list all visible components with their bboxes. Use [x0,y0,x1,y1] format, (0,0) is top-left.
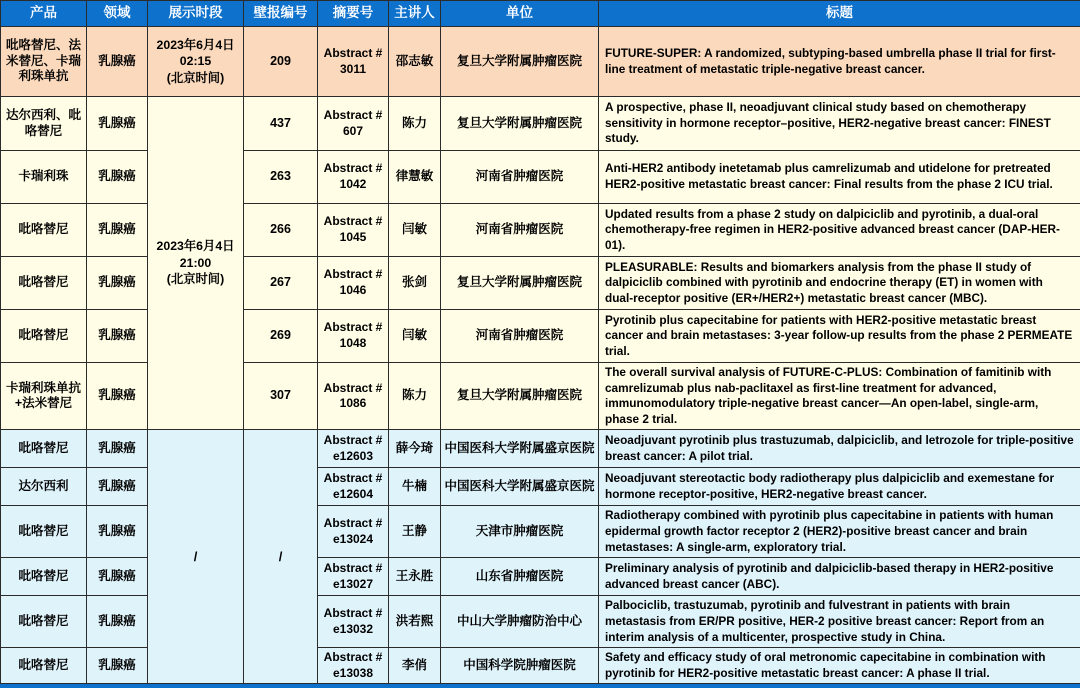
cell-speaker: 李俏 [389,648,441,684]
col-header-time: 展示时段 [148,1,244,27]
cell-title: Updated results from a phase 2 study on dalpiciclib and pyrotinib, a dual-oral chemotherapy-free regimen in HER2-positive advanced breast cancer (DAP-HER-01). [599,204,1080,257]
cell-time-merged: / [148,430,244,684]
col-header-unit: 单位 [441,1,599,27]
cell-abstract [318,558,389,596]
abstract-number: 3011 [320,62,386,78]
time-zone: (北京时间) [150,271,241,288]
cell-abstract [318,648,389,684]
cell-abstract [318,257,389,310]
table-row [1,97,1080,151]
cell-poster-merged: / [244,430,318,684]
cell-unit: 中山大学肿瘤防治中心 [441,596,599,648]
cell-abstract [318,506,389,558]
cell-speaker: 邵志敏 [389,27,441,97]
cell-abstract [318,430,389,468]
cell-poster: 307 [244,363,318,430]
cell-field: 乳腺癌 [87,151,148,204]
cell-product: 吡咯替尼 [1,596,87,648]
cell-title: FUTURE-SUPER: A randomized, subtyping-based umbrella phase II trial for first-line treatment of metastatic triple-negative breast cancer. [599,27,1080,97]
cell-abstract [318,27,389,97]
cell-product: 吡咯替尼 [1,257,87,310]
cell-field: 乳腺癌 [87,648,148,684]
cell-product: 吡咯替尼 [1,648,87,684]
cell-field: 乳腺癌 [87,596,148,648]
abstract-prefix: Abstract # [320,46,386,62]
cell-field: 乳腺癌 [87,558,148,596]
cell-abstract [318,596,389,648]
abstract-number: 1048 [320,336,386,352]
cell-product: 卡瑞利珠 [1,151,87,204]
cell-abstract [318,310,389,363]
cell-title: Pyrotinib plus capecitabine for patients with HER2-positive metastatic breast cancer and brain metastases: 3-year follow-up results from the phase 2 PERMEATE trial. [599,310,1080,363]
cell-field: 乳腺癌 [87,468,148,506]
cell-field: 乳腺癌 [87,506,148,558]
time-date: 2023年6月4日 [150,238,241,255]
cell-abstract [318,468,389,506]
cell-unit: 复旦大学附属肿瘤医院 [441,363,599,430]
cell-field: 乳腺癌 [87,204,148,257]
cell-field: 乳腺癌 [87,27,148,97]
cell-abstract [318,97,389,151]
cell-poster: 269 [244,310,318,363]
abstract-number: e13032 [320,622,386,638]
cell-field: 乳腺癌 [87,363,148,430]
col-header-poster-no: 壁报编号 [244,1,318,27]
cell-speaker: 闫敏 [389,204,441,257]
abstract-number: e12604 [320,487,386,503]
col-header-title: 标题 [599,1,1080,27]
cell-unit: 河南省肿瘤医院 [441,310,599,363]
bottom-accent-bar [0,684,1080,688]
cell-product: 吡咯替尼 [1,430,87,468]
time-date: 2023年6月4日 [150,37,241,54]
cell-time [148,27,244,97]
col-header-field: 领域 [87,1,148,27]
abstract-prefix: Abstract # [320,320,386,336]
time-hour: 02:15 [150,53,241,70]
abstract-prefix: Abstract # [320,561,386,577]
cell-product: 吡咯替尼 [1,310,87,363]
cell-title: Neoadjuvant stereotactic body radiotherapy plus dalpiciclib and exemestane for hormone receptor-positive, HER2-negative breast cancer. [599,468,1080,506]
cell-unit: 复旦大学附属肿瘤医院 [441,257,599,310]
table-row [1,27,1080,97]
abstract-prefix: Abstract # [320,267,386,283]
cell-product: 达尔西利 [1,468,87,506]
cell-speaker: 闫敏 [389,310,441,363]
col-header-product: 产品 [1,1,87,27]
cell-product: 达尔西利、吡咯替尼 [1,97,87,151]
abstract-prefix: Abstract # [320,433,386,449]
cell-poster: 263 [244,151,318,204]
cell-speaker: 张剑 [389,257,441,310]
abstract-prefix: Abstract # [320,214,386,230]
abstract-number: 1046 [320,283,386,299]
header-row [1,1,1080,27]
cell-field: 乳腺癌 [87,310,148,363]
cell-title: PLEASURABLE: Results and biomarkers analysis from the phase II study of dalpiciclib combined with pyrotinib and endocrine therapy (ET) in women with dual-receptor positive (ER+/HER2+) metastatic breast cancer (MBC). [599,257,1080,310]
cell-title: Anti-HER2 antibody inetetamab plus camrelizumab and utidelone for pretreated HER2-positive metastatic breast cancer: Final results from the phase 2 ICU trial. [599,151,1080,204]
cell-unit: 河南省肿瘤医院 [441,204,599,257]
time-zone: (北京时间) [150,70,241,87]
cell-poster: 209 [244,27,318,97]
cell-unit: 河南省肿瘤医院 [441,151,599,204]
cell-product: 吡咯替尼 [1,506,87,558]
col-header-speaker: 主讲人 [389,1,441,27]
col-header-abstract-no: 摘要号 [318,1,389,27]
cell-product: 吡咯替尼 [1,558,87,596]
abstract-prefix: Abstract # [320,516,386,532]
cell-speaker: 陈力 [389,363,441,430]
cell-abstract [318,363,389,430]
abstract-number: e13024 [320,532,386,548]
cell-poster: 267 [244,257,318,310]
cell-speaker: 洪若熙 [389,596,441,648]
table-row [1,430,1080,468]
cell-unit: 中国医科大学附属盛京医院 [441,430,599,468]
time-hour: 21:00 [150,255,241,272]
cell-title: Preliminary analysis of pyrotinib and dalpiciclib-based therapy in HER2-positive advanced breast cancer (ABC). [599,558,1080,596]
cell-field: 乳腺癌 [87,257,148,310]
cell-title: Palbociclib, trastuzumab, pyrotinib and fulvestrant in patients with brain metastasis from ER/PR positive, HER-2 positive breast cancer: Report from an interim analysis of a multicenter, prospective study in China. [599,596,1080,648]
abstract-prefix: Abstract # [320,606,386,622]
cell-unit: 中国医科大学附属盛京医院 [441,468,599,506]
abstract-prefix: Abstract # [320,161,386,177]
cell-field: 乳腺癌 [87,430,148,468]
cell-unit: 复旦大学附属肿瘤医院 [441,97,599,151]
cell-title: The overall survival analysis of FUTURE-C-PLUS: Combination of famitinib with camrelizumab plus nab-paclitaxel as first-line treatment for advanced, immunomodulatory triple-negative breast cancer—An open-label, single-arm, phase 2 trial. [599,363,1080,430]
cell-unit: 中国科学院肿瘤医院 [441,648,599,684]
cell-speaker: 牛楠 [389,468,441,506]
cell-poster: 266 [244,204,318,257]
cell-product: 吡咯替尼、法米替尼、卡瑞利珠单抗 [1,27,87,97]
cell-speaker: 王静 [389,506,441,558]
abstract-prefix: Abstract # [320,108,386,124]
abstract-prefix: Abstract # [320,471,386,487]
abstract-number: 1042 [320,177,386,193]
cell-unit: 天津市肿瘤医院 [441,506,599,558]
cell-title: Radiotherapy combined with pyrotinib plus capecitabine in patients with human epidermal growth factor receptor 2 (HER2)-positive breast cancer and brain metastases: A single-arm, exploratory trial. [599,506,1080,558]
cell-product: 吡咯替尼 [1,204,87,257]
cell-title: Neoadjuvant pyrotinib plus trastuzumab, dalpiciclib, and letrozole for triple-positive breast cancer: A pilot trial. [599,430,1080,468]
cell-speaker: 律慧敏 [389,151,441,204]
cell-unit: 山东省肿瘤医院 [441,558,599,596]
cell-title: A prospective, phase II, neoadjuvant clinical study based on chemotherapy sensitivity in hormone receptor–positive, HER2-negative breast cancer: FINEST study. [599,97,1080,151]
cell-abstract [318,204,389,257]
cell-title: Safety and efficacy study of oral metronomic capecitabine in combination with pyrotinib for HER2-positive metastatic breast cancer: A phase II trial. [599,648,1080,684]
cell-product: 卡瑞利珠单抗+法米替尼 [1,363,87,430]
cell-abstract [318,151,389,204]
abstract-number: e12603 [320,449,386,465]
cell-time-merged [148,97,244,430]
cell-speaker: 王永胜 [389,558,441,596]
cell-speaker: 陈力 [389,97,441,151]
abstract-number: e13038 [320,666,386,682]
cell-unit: 复旦大学附属肿瘤医院 [441,27,599,97]
abstract-number: 607 [320,124,386,140]
cell-speaker: 薛今琦 [389,430,441,468]
abstract-prefix: Abstract # [320,381,386,397]
cell-field: 乳腺癌 [87,97,148,151]
abstract-number: 1045 [320,230,386,246]
cell-poster: 437 [244,97,318,151]
abstract-number: e13027 [320,577,386,593]
abstract-number: 1086 [320,396,386,412]
abstract-prefix: Abstract # [320,650,386,666]
